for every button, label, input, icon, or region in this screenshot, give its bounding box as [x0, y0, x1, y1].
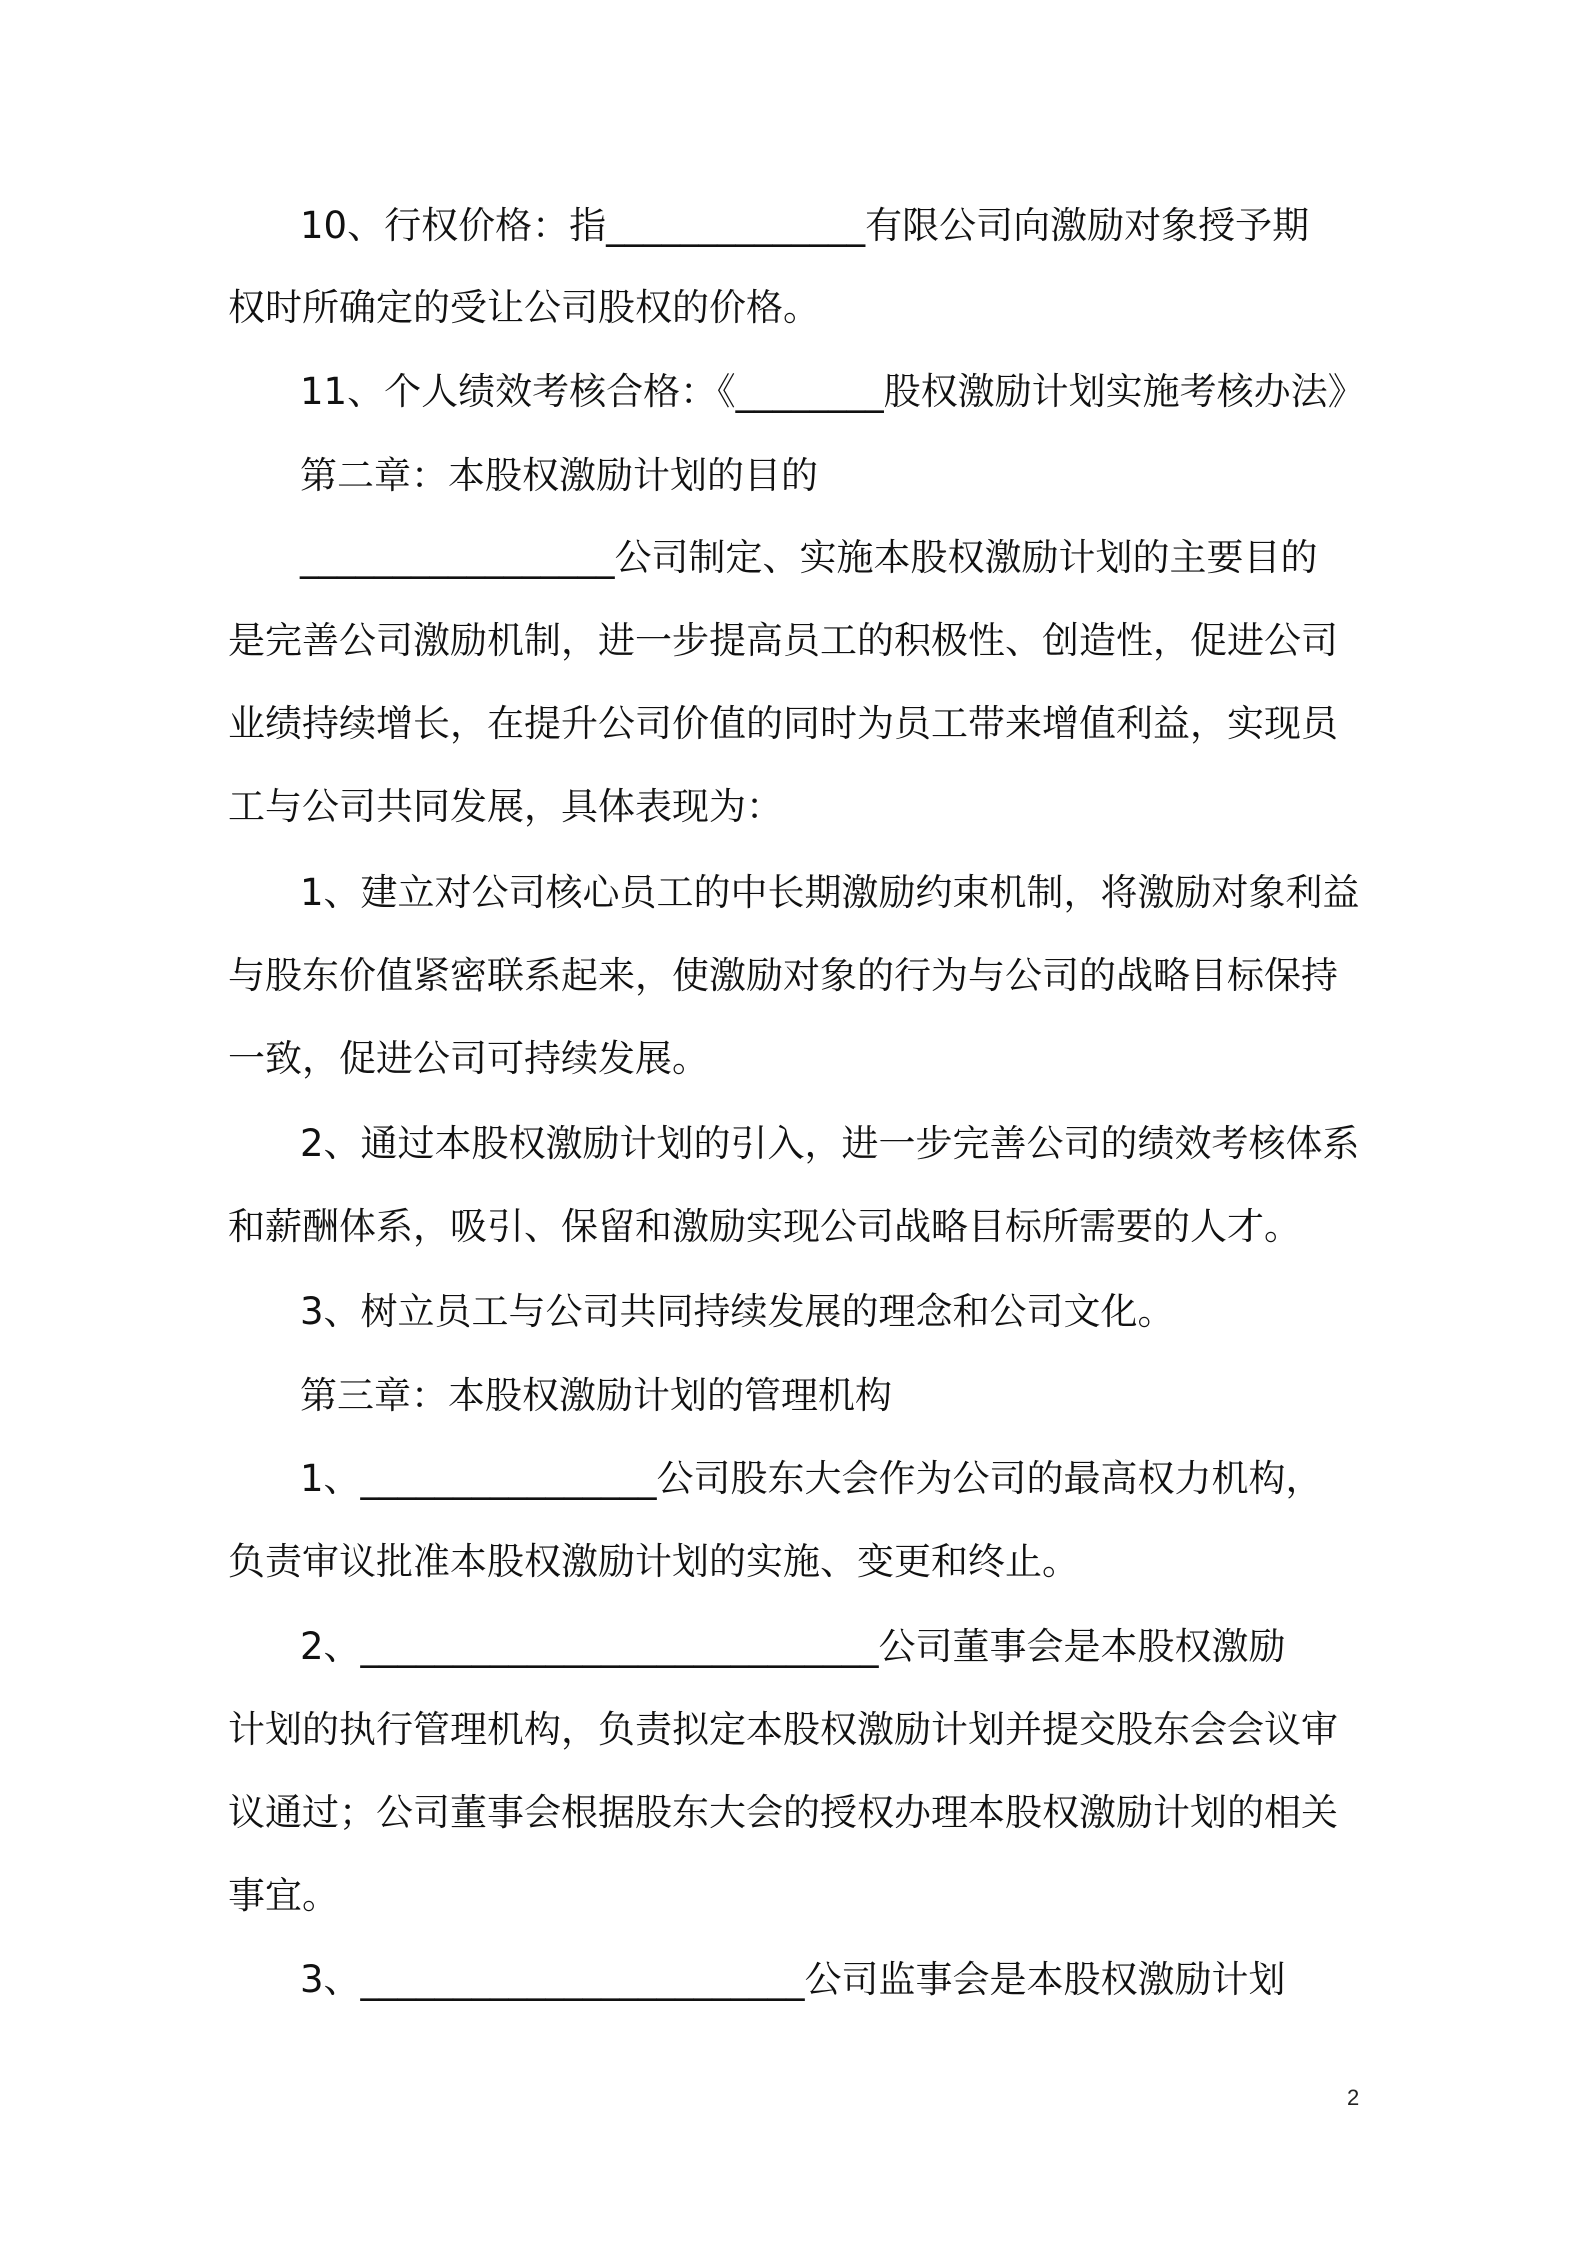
text-line: 计划的执行管理机构，负责拟定本股权激励计划并提交股东会会议审: [228, 1708, 1338, 1751]
text-line: 1、________________公司股东大会作为公司的最高权力机构，: [300, 1457, 1323, 1500]
chapter-heading: 第二章：本股权激励计划的目的: [300, 454, 818, 497]
page-number: 2: [1347, 2085, 1360, 2110]
text-line: 负责审议批准本股权激励计划的实施、变更和终止。: [228, 1540, 1079, 1583]
chapter-heading: 第三章：本股权激励计划的管理机构: [300, 1374, 892, 1417]
text-line: 11、个人绩效考核合格：《________股权激励计划实施考核办法》: [300, 370, 1365, 413]
text-line: 1、建立对公司核心员工的中长期激励约束机制，将激励对象利益: [300, 871, 1360, 914]
text-line: 事宜。: [228, 1874, 339, 1917]
text-line: 2、____________________________公司董事会是本股权激励: [300, 1625, 1286, 1668]
text-line: 议通过；公司董事会根据股东大会的授权办理本股权激励计划的相关: [228, 1791, 1338, 1834]
text-line: 工与公司共同发展，具体表现为：: [228, 785, 783, 828]
text-line: 权时所确定的受让公司股权的价格。: [228, 286, 820, 329]
text-line: 业绩持续增长，在提升公司价值的同时为员工带来增值利益，实现员: [228, 702, 1338, 745]
text-line: 与股东价值紧密联系起来，使激励对象的行为与公司的战略目标保持: [228, 954, 1338, 997]
text-line: 和薪酬体系，吸引、保留和激励实现公司战略目标所需要的人才。: [228, 1205, 1301, 1248]
text-line: 2、通过本股权激励计划的引入，进一步完善公司的绩效考核体系: [300, 1122, 1360, 1165]
text-line: _________________公司制定、实施本股权激励计划的主要目的: [300, 536, 1318, 579]
text-line: 是完善公司激励机制，进一步提高员工的积极性、创造性，促进公司: [228, 619, 1338, 662]
text-line: 10、行权价格：指______________有限公司向激励对象授予期: [300, 204, 1310, 247]
text-line: 3、树立员工与公司共同持续发展的理念和公司文化。: [300, 1290, 1175, 1333]
text-line: 3、________________________公司监事会是本股权激励计划: [300, 1958, 1286, 2001]
text-line: 一致，促进公司可持续发展。: [228, 1037, 709, 1080]
